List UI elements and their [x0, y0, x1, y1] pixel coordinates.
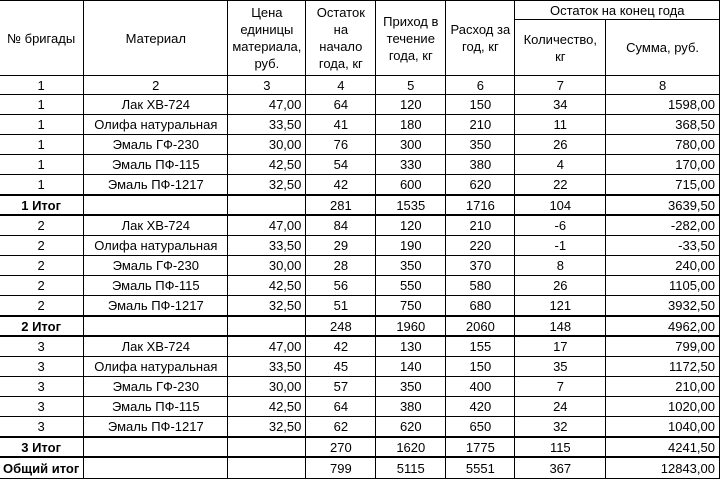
column-number-row: [0, 76, 720, 95]
sum-total[interactable]: 3639,50: [606, 195, 720, 215]
sum-cell[interactable]: -282,00: [606, 215, 720, 236]
start-balance-cell[interactable]: 64: [306, 397, 376, 417]
material-cell[interactable]: Эмаль ГФ-230: [84, 135, 228, 155]
sum-cell[interactable]: 799,00: [606, 336, 720, 357]
empty-cell[interactable]: [84, 316, 228, 336]
brigade-cell[interactable]: 2: [0, 296, 84, 317]
table-row: [0, 115, 720, 135]
quantity-cell[interactable]: 24: [515, 397, 606, 417]
table-row: [0, 236, 720, 256]
sum-total[interactable]: 12843,00: [606, 457, 720, 479]
material-cell[interactable]: Эмаль ПФ-1217: [84, 296, 228, 317]
material-cell[interactable]: Олифа натуральная: [84, 357, 228, 377]
column-number[interactable]: 1: [0, 76, 84, 95]
header-row-1: [0, 1, 720, 20]
quantity-cell[interactable]: 7: [515, 377, 606, 397]
start-balance-cell[interactable]: 42: [306, 336, 376, 357]
header-start-balance[interactable]: Остаток на начало года, кг: [306, 1, 376, 76]
start-balance-cell[interactable]: 84: [306, 215, 376, 236]
quantity-cell[interactable]: 4: [515, 155, 606, 175]
brigade-cell[interactable]: 3: [0, 336, 84, 357]
table-row: [0, 175, 720, 196]
grand-total-row: [0, 457, 720, 479]
table-row: [0, 296, 720, 317]
subtotal-row: [0, 195, 720, 215]
start-balance-total[interactable]: 799: [306, 457, 376, 479]
empty-cell[interactable]: [228, 195, 306, 215]
header-income[interactable]: Приход в течение года, кг: [376, 1, 446, 76]
price-cell[interactable]: 42,50: [228, 397, 306, 417]
income-total[interactable]: 5115: [376, 457, 446, 479]
expense-cell[interactable]: 380: [446, 155, 515, 175]
material-cell[interactable]: Эмаль ПФ-1217: [84, 175, 228, 196]
quantity-cell[interactable]: -1: [515, 236, 606, 256]
quantity-cell[interactable]: 17: [515, 336, 606, 357]
price-cell[interactable]: 30,00: [228, 135, 306, 155]
sum-cell[interactable]: 368,50: [606, 115, 720, 135]
brigade-cell[interactable]: 1: [0, 95, 84, 115]
brigade-cell[interactable]: 3: [0, 357, 84, 377]
sum-cell[interactable]: 210,00: [606, 377, 720, 397]
subtotal-label[interactable]: 3 Итог: [0, 437, 84, 457]
quantity-cell[interactable]: 11: [515, 115, 606, 135]
quantity-cell[interactable]: -6: [515, 215, 606, 236]
header-quantity[interactable]: Количество, кг: [515, 20, 606, 76]
quantity-cell[interactable]: 26: [515, 276, 606, 296]
expense-cell[interactable]: 580: [446, 276, 515, 296]
empty-cell[interactable]: [228, 316, 306, 336]
subtotal-row: [0, 316, 720, 336]
income-cell[interactable]: 550: [376, 276, 446, 296]
material-cell[interactable]: Эмаль ГФ-230: [84, 377, 228, 397]
start-balance-cell[interactable]: 54: [306, 155, 376, 175]
table-row: [0, 256, 720, 276]
start-balance-cell[interactable]: 76: [306, 135, 376, 155]
income-cell[interactable]: 190: [376, 236, 446, 256]
income-cell[interactable]: 330: [376, 155, 446, 175]
column-number[interactable]: 5: [376, 76, 446, 95]
expense-cell[interactable]: 370: [446, 256, 515, 276]
start-balance-cell[interactable]: 28: [306, 256, 376, 276]
expense-cell[interactable]: 210: [446, 215, 515, 236]
income-cell[interactable]: 140: [376, 357, 446, 377]
table-row: [0, 417, 720, 438]
empty-cell[interactable]: [228, 457, 306, 479]
quantity-cell[interactable]: 35: [515, 357, 606, 377]
sum-cell[interactable]: 1598,00: [606, 95, 720, 115]
income-total[interactable]: 1960: [376, 316, 446, 336]
sum-cell[interactable]: 3932,50: [606, 296, 720, 317]
sum-total[interactable]: 4962,00: [606, 316, 720, 336]
price-cell[interactable]: 30,00: [228, 256, 306, 276]
expense-total[interactable]: 1716: [446, 195, 515, 215]
expense-cell[interactable]: 350: [446, 135, 515, 155]
start-balance-cell[interactable]: 29: [306, 236, 376, 256]
income-cell[interactable]: 750: [376, 296, 446, 317]
income-cell[interactable]: 130: [376, 336, 446, 357]
price-cell[interactable]: 33,50: [228, 236, 306, 256]
header-price[interactable]: Цена единицы материала, руб.: [228, 1, 306, 76]
brigade-cell[interactable]: 1: [0, 115, 84, 135]
table-row: [0, 357, 720, 377]
material-cell[interactable]: Олифа натуральная: [84, 236, 228, 256]
sum-total[interactable]: 4241,50: [606, 437, 720, 457]
start-balance-cell[interactable]: 42: [306, 175, 376, 196]
brigade-cell[interactable]: 2: [0, 276, 84, 296]
quantity-cell[interactable]: 121: [515, 296, 606, 317]
grand-total-label[interactable]: Общий итог: [0, 457, 84, 479]
sum-cell[interactable]: 170,00: [606, 155, 720, 175]
income-cell[interactable]: 300: [376, 135, 446, 155]
quantity-total[interactable]: 367: [515, 457, 606, 479]
subtotal-label[interactable]: 2 Итог: [0, 316, 84, 336]
material-cell[interactable]: Эмаль ГФ-230: [84, 256, 228, 276]
sum-cell[interactable]: 1105,00: [606, 276, 720, 296]
start-balance-cell[interactable]: 45: [306, 357, 376, 377]
table-row: [0, 397, 720, 417]
quantity-total[interactable]: 148: [515, 316, 606, 336]
column-number[interactable]: 3: [228, 76, 306, 95]
expense-total[interactable]: 2060: [446, 316, 515, 336]
sum-cell[interactable]: 1040,00: [606, 417, 720, 438]
start-balance-cell[interactable]: 41: [306, 115, 376, 135]
quantity-cell[interactable]: 32: [515, 417, 606, 438]
brigade-cell[interactable]: 3: [0, 397, 84, 417]
sum-cell[interactable]: 1172,50: [606, 357, 720, 377]
table-row: [0, 215, 720, 236]
subtotal-label[interactable]: 1 Итог: [0, 195, 84, 215]
column-number[interactable]: 2: [84, 76, 228, 95]
material-cell[interactable]: Эмаль ПФ-115: [84, 397, 228, 417]
quantity-cell[interactable]: 22: [515, 175, 606, 196]
empty-cell[interactable]: [84, 437, 228, 457]
brigade-cell[interactable]: 1: [0, 135, 84, 155]
quantity-cell[interactable]: 34: [515, 95, 606, 115]
expense-cell[interactable]: 680: [446, 296, 515, 317]
price-cell[interactable]: 47,00: [228, 95, 306, 115]
brigade-cell[interactable]: 2: [0, 215, 84, 236]
material-cell[interactable]: Лак ХВ-724: [84, 95, 228, 115]
expense-cell[interactable]: 420: [446, 397, 515, 417]
price-cell[interactable]: 32,50: [228, 417, 306, 438]
table-row: [0, 336, 720, 357]
income-cell[interactable]: 350: [376, 377, 446, 397]
income-total[interactable]: 1535: [376, 195, 446, 215]
material-cell[interactable]: Эмаль ПФ-115: [84, 276, 228, 296]
price-cell[interactable]: 47,00: [228, 215, 306, 236]
header-sum[interactable]: Сумма, руб.: [606, 20, 720, 76]
expense-cell[interactable]: 220: [446, 236, 515, 256]
price-cell[interactable]: 30,00: [228, 377, 306, 397]
header-end-balance[interactable]: Остаток на конец года: [515, 1, 720, 20]
expense-cell[interactable]: 650: [446, 417, 515, 438]
material-cell[interactable]: Лак ХВ-724: [84, 336, 228, 357]
start-balance-total[interactable]: 270: [306, 437, 376, 457]
expense-cell[interactable]: 210: [446, 115, 515, 135]
quantity-total[interactable]: 115: [515, 437, 606, 457]
start-balance-cell[interactable]: 51: [306, 296, 376, 317]
brigade-cell[interactable]: 1: [0, 155, 84, 175]
start-balance-cell[interactable]: 64: [306, 95, 376, 115]
income-cell[interactable]: 600: [376, 175, 446, 196]
empty-cell[interactable]: [84, 457, 228, 479]
expense-cell[interactable]: 150: [446, 357, 515, 377]
price-cell[interactable]: 33,50: [228, 115, 306, 135]
start-balance-total[interactable]: 248: [306, 316, 376, 336]
expense-cell[interactable]: 620: [446, 175, 515, 196]
brigade-cell[interactable]: 3: [0, 377, 84, 397]
sum-cell[interactable]: 780,00: [606, 135, 720, 155]
subtotal-row: [0, 437, 720, 457]
start-balance-cell[interactable]: 57: [306, 377, 376, 397]
table-row: [0, 135, 720, 155]
price-cell[interactable]: 32,50: [228, 175, 306, 196]
material-cell[interactable]: Лак ХВ-724: [84, 215, 228, 236]
material-cell[interactable]: Олифа натуральная: [84, 115, 228, 135]
sum-cell[interactable]: -33,50: [606, 236, 720, 256]
column-number[interactable]: 7: [515, 76, 606, 95]
quantity-cell[interactable]: 8: [515, 256, 606, 276]
price-cell[interactable]: 32,50: [228, 296, 306, 317]
sum-cell[interactable]: 1020,00: [606, 397, 720, 417]
table-row: [0, 276, 720, 296]
income-cell[interactable]: 120: [376, 95, 446, 115]
start-balance-cell[interactable]: 62: [306, 417, 376, 438]
income-cell[interactable]: 120: [376, 215, 446, 236]
column-number[interactable]: 6: [446, 76, 515, 95]
quantity-total[interactable]: 104: [515, 195, 606, 215]
material-cell[interactable]: Эмаль ПФ-115: [84, 155, 228, 175]
quantity-cell[interactable]: 26: [515, 135, 606, 155]
income-cell[interactable]: 180: [376, 115, 446, 135]
sum-cell[interactable]: 715,00: [606, 175, 720, 196]
sum-cell[interactable]: 240,00: [606, 256, 720, 276]
table-row: [0, 377, 720, 397]
material-cell[interactable]: Эмаль ПФ-1217: [84, 417, 228, 438]
start-balance-cell[interactable]: 56: [306, 276, 376, 296]
income-cell[interactable]: 620: [376, 417, 446, 438]
expense-cell[interactable]: 150: [446, 95, 515, 115]
expense-total[interactable]: 1775: [446, 437, 515, 457]
header-brigade[interactable]: № бригады: [0, 1, 84, 76]
empty-cell[interactable]: [84, 195, 228, 215]
brigade-cell[interactable]: 1: [0, 175, 84, 196]
price-cell[interactable]: 42,50: [228, 276, 306, 296]
expense-cell[interactable]: 155: [446, 336, 515, 357]
table-row: [0, 155, 720, 175]
header-expense[interactable]: Расход за год, кг: [446, 1, 515, 76]
start-balance-total[interactable]: 281: [306, 195, 376, 215]
income-cell[interactable]: 380: [376, 397, 446, 417]
income-cell[interactable]: 350: [376, 256, 446, 276]
column-number[interactable]: 8: [606, 76, 720, 95]
brigade-cell[interactable]: 2: [0, 236, 84, 256]
price-cell[interactable]: 47,00: [228, 336, 306, 357]
brigade-cell[interactable]: 2: [0, 256, 84, 276]
income-total[interactable]: 1620: [376, 437, 446, 457]
price-cell[interactable]: 33,50: [228, 357, 306, 377]
empty-cell[interactable]: [228, 437, 306, 457]
header-material[interactable]: Материал: [84, 1, 228, 76]
expense-total[interactable]: 5551: [446, 457, 515, 479]
expense-cell[interactable]: 400: [446, 377, 515, 397]
table-row: [0, 95, 720, 115]
column-number[interactable]: 4: [306, 76, 376, 95]
brigade-cell[interactable]: 3: [0, 417, 84, 438]
price-cell[interactable]: 42,50: [228, 155, 306, 175]
